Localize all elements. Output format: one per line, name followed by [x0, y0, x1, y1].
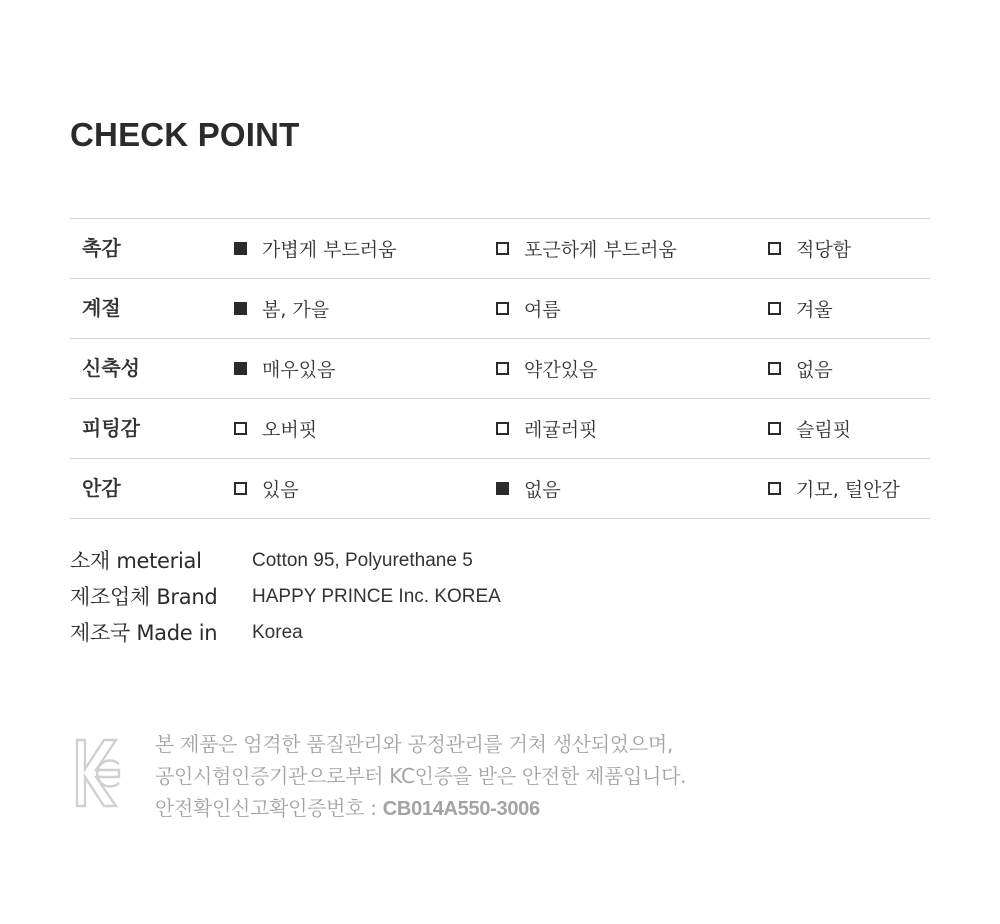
- option-item: [234, 339, 335, 398]
- option-item: [234, 459, 299, 518]
- kc-mark-icon: [74, 737, 122, 809]
- option-label: 슬림핏: [796, 419, 852, 441]
- option-label: 레귤러핏: [524, 419, 598, 441]
- spec-key: 제조업체 Brand: [70, 585, 218, 609]
- kc-cert-label: 안전확인신고확인증번호 :: [155, 796, 383, 820]
- checkbox: [768, 242, 781, 255]
- checkbox: [768, 422, 781, 435]
- checkbox: [234, 422, 247, 435]
- option-item: [496, 399, 597, 458]
- option-label: 오버핏: [262, 419, 318, 441]
- check-row: [70, 459, 930, 519]
- page-title: CHECK POINT: [70, 116, 300, 153]
- kc-cert-line: [155, 792, 686, 825]
- checkbox: [768, 482, 781, 495]
- option-label: 겨울: [796, 299, 833, 321]
- option-label: 약간있음: [524, 359, 598, 381]
- row-label: 안감: [82, 476, 121, 500]
- check-row: [70, 279, 930, 339]
- kc-notice-line: 본 제품은 엄격한 품질관리와 공정관리를 거쳐 생산되었으며,: [155, 732, 673, 756]
- check-row: [70, 339, 930, 399]
- kc-notice: [155, 728, 686, 825]
- spec-value: Korea: [252, 622, 303, 643]
- check-point-table: [70, 218, 930, 519]
- checkbox: [768, 362, 781, 375]
- option-label: 포근하게 부드러움: [524, 239, 677, 261]
- checkbox: [234, 362, 247, 375]
- option-item: [234, 279, 329, 338]
- checkbox: [234, 482, 247, 495]
- option-item: [496, 459, 561, 518]
- checkbox: [768, 302, 781, 315]
- option-item: [768, 219, 851, 278]
- checkbox: [234, 302, 247, 315]
- spec-value: Cotton 95, Polyurethane 5: [252, 550, 473, 571]
- kc-cert-number: CB014A550-3006: [382, 798, 540, 820]
- option-label: 없음: [796, 359, 833, 381]
- check-row: [70, 399, 930, 459]
- option-label: 매우있음: [262, 359, 336, 381]
- option-label: 가볍게 부드러움: [262, 239, 397, 261]
- option-item: [496, 339, 597, 398]
- option-item: [496, 279, 561, 338]
- kc-notice-line: 공인시험인증기관으로부터 KC인증을 받은 안전한 제품입니다.: [155, 764, 687, 788]
- option-item: [768, 279, 833, 338]
- option-item: [234, 219, 397, 278]
- checkbox: [234, 242, 247, 255]
- option-label: 기모, 털안감: [796, 479, 900, 501]
- spec-key: 소재 meterial: [70, 549, 202, 573]
- spec-value: HAPPY PRINCE Inc. KOREA: [252, 586, 501, 607]
- option-label: 없음: [524, 479, 561, 501]
- row-label: 계절: [82, 296, 121, 320]
- option-item: [496, 219, 677, 278]
- spec-key: 제조국 Made in: [70, 621, 218, 645]
- option-label: 봄, 가을: [262, 299, 330, 321]
- checkbox: [496, 242, 509, 255]
- option-item: [768, 339, 833, 398]
- option-item: [768, 459, 900, 518]
- option-label: 적당함: [796, 239, 852, 261]
- option-item: [768, 399, 851, 458]
- option-label: 여름: [524, 299, 561, 321]
- checkbox: [496, 362, 509, 375]
- row-label: 신축성: [82, 356, 140, 380]
- check-row: [70, 219, 930, 279]
- checkbox: [496, 482, 509, 495]
- option-label: 있음: [262, 479, 299, 501]
- checkbox: [496, 422, 509, 435]
- checkbox: [496, 302, 509, 315]
- option-item: [234, 399, 317, 458]
- row-label: 피팅감: [82, 416, 140, 440]
- row-label: 촉감: [82, 236, 121, 260]
